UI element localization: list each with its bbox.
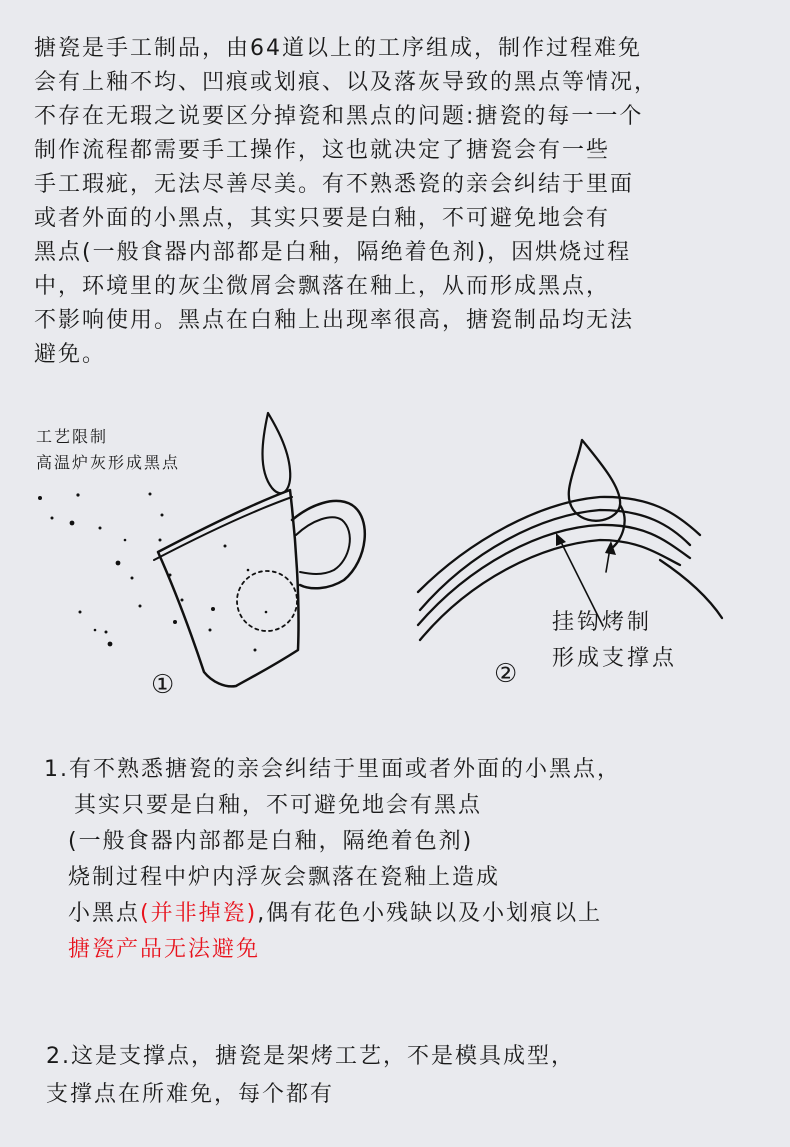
figure-caption-2 bbox=[552, 605, 677, 677]
note-2-line-2: 支撑点在所难免，每个都有 bbox=[46, 1082, 335, 1107]
note-2 bbox=[46, 1038, 766, 1114]
figure-marker-2: ② bbox=[494, 659, 518, 689]
intro-line: 制作流程都需要手工操作，这也就决定了搪瓷会有一些 bbox=[34, 138, 611, 163]
figure-marker-1: ① bbox=[151, 670, 175, 700]
caption-1-line-1: 工艺限制 bbox=[36, 427, 109, 446]
note-1-line-4: 烧制过程中炉内浮灰会飘落在瓷釉上造成 bbox=[68, 865, 501, 890]
note-1-line-2: 其实只要是白釉，不可避免地会有黑点 bbox=[74, 793, 483, 818]
ash-dots bbox=[38, 493, 267, 652]
caption-2-line-1: 挂钩烤制 bbox=[552, 610, 653, 635]
figure-caption-1 bbox=[36, 424, 180, 476]
note-1-highlight: (并非掉瓷) bbox=[140, 901, 258, 926]
intro-line: 或者外面的小黑点，其实只要是白釉，不可避免地会有 bbox=[34, 206, 611, 231]
note-2-line-1: 2.这是支撑点，搪瓷是架烤工艺，不是模具成型， bbox=[46, 1044, 575, 1069]
note-1-line-6: 搪瓷产品无法避免 bbox=[68, 937, 261, 962]
intro-line: 黑点(一般食器内部都是白釉，隔绝着色剂)，因烘烧过程 bbox=[34, 240, 632, 265]
note-1-line-3: (一般食器内部都是白釉，隔绝着色剂) bbox=[68, 829, 474, 854]
note-1-line-5-a: 小黑点 bbox=[68, 901, 141, 926]
caption-1-line-2: 高温炉灰形成黑点 bbox=[36, 453, 181, 472]
intro-paragraph bbox=[34, 32, 764, 372]
note-1-line-5-b: ,偶有花色小残缺以及小划痕以上 bbox=[257, 901, 603, 926]
mug-illustration bbox=[154, 413, 365, 686]
intro-line: 不影响使用。黑点在白釉上出现率很高，搪瓷制品均无法 bbox=[34, 308, 635, 333]
intro-line: 避免。 bbox=[34, 342, 107, 367]
intro-line: 搪瓷是手工制品，由64道以上的工序组成，制作过程难免 bbox=[34, 36, 642, 61]
note-1 bbox=[44, 752, 764, 968]
caption-2-line-2: 形成支撑点 bbox=[552, 646, 678, 671]
intro-line: 会有上釉不均、凹痕或划痕、以及落灰导致的黑点等情况， bbox=[34, 70, 659, 95]
intro-line: 不存在无瑕之说要区分掉瓷和黑点的问题:搪瓷的每一一个 bbox=[34, 104, 644, 129]
intro-line: 手工瑕疵，无法尽善尽美。有不熟悉瓷的亲会纠结于里面 bbox=[34, 172, 635, 197]
note-1-line-1: 1.有不熟悉搪瓷的亲会纠结于里面或者外面的小黑点， bbox=[44, 757, 621, 782]
note-1-line-5 bbox=[44, 896, 764, 932]
intro-line: 中，环境里的灰尘微屑会飘落在釉上，从而形成黑点， bbox=[34, 274, 611, 299]
